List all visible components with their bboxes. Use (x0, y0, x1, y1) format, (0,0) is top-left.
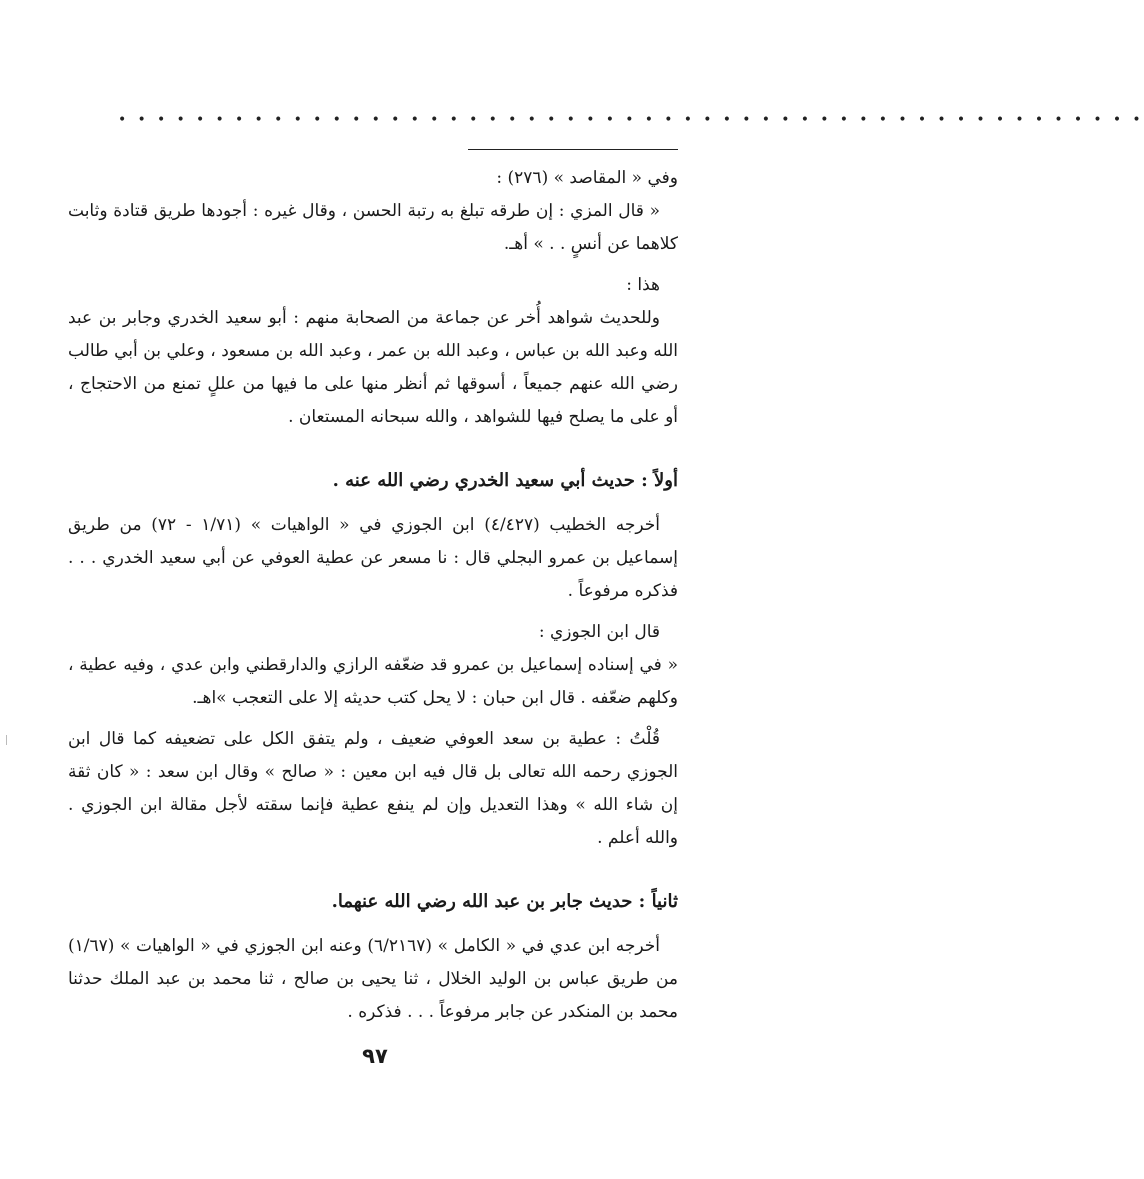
paragraph-ibn-jawzi-said: قال ابن الجوزي : (538, 622, 660, 642)
paragraph-qultu: قُلْتُ : عطية بن سعد العوفي ضعيف ، ولم يتفق الكل على تضعيفه كما قال ابن الجوزي رحمه الله تعالى بل قال فيه ابن معين : « صالح » وقال ابن سعد : « كان ثقة إن شاء الله » وهذا التعديل وإن لم ينفع عطية فإنما سقته لأجل مقالة ابن الجوزي . والله أعلم . (68, 729, 678, 848)
section-heading-first: أولاً : حديث أبي سعيد الخدري رضي الله عنه . (332, 470, 678, 491)
paragraph-hatha: هذا : (626, 275, 660, 295)
quote-mizzi: « قال المزي : إن طرقه تبلغ به رتبة الحسن ، وقال غيره : أجودها طريق قتادة وثابت كلاهما عن أنسٍ . . » أهـ. (68, 201, 678, 254)
quote-ibn-jawzi: « في إسناده إسماعيل بن عمرو قد ضعّفه الرازي والدارقطني وابن عدي ، وفيه عطية ، وكلهم ضعّفه . قال ابن حبان : لا يحل كتب حديثه إلا على التعجب »اهـ. (68, 655, 678, 708)
section-heading-second: ثانياً : حديث جابر بن عبد الله رضي الله عنهما. (331, 891, 678, 912)
margin-mark (6, 735, 7, 745)
footnote-rule (468, 149, 678, 150)
page-number: ٩٧ (362, 1044, 388, 1068)
paragraph-maqasid: وفي « المقاصد » (٢٧٦) : (496, 168, 678, 188)
page-body (68, 162, 678, 1029)
paragraph-ibn-adi: أخرجه ابن عدي في « الكامل » (٦/٢١٦٧) وعنه ابن الجوزي في « الواهيات » (١/٦٧) من طريق عباس بن الوليد الخلال ، ثنا يحيى بن صالح ، ثنا محمد بن عبد الملك حدثنا محمد بن المنكدر عن جابر مرفوعاً . . . فذكره . (68, 936, 678, 1022)
dotted-separator: • • • • • • • • • • • • • • • • • • • • • • • • • • • • • • • • • • • • • • • • • • • • • • • • • • • • • (118, 112, 1144, 128)
paragraph-shawahid: وللحديث شواهد أُخر عن جماعة من الصحابة منهم : أبو سعيد الخدري وجابر بن عبد الله وعبد الله بن عباس ، وعبد الله بن عمر ، وعبد الله بن مسعود ، وعلي بن أبي طالب رضي الله عنهم جميعاً ، أسوقها ثم أنظر منها على ما فيها من عللٍ تمنع من الاحتجاج ، أو على ما يصلح فيها للشواهد ، والله سبحانه المستعان . (68, 308, 678, 427)
paragraph-khatib: أخرجه الخطيب (٤/٤٢٧) ابن الجوزي في « الواهيات » (١/٧١ - ٧٢) من طريق إسماعيل بن عمرو البجلي قال : نا مسعر عن عطية العوفي عن أبي سعيد الخدري . . . فذكره مرفوعاً . (68, 515, 678, 601)
